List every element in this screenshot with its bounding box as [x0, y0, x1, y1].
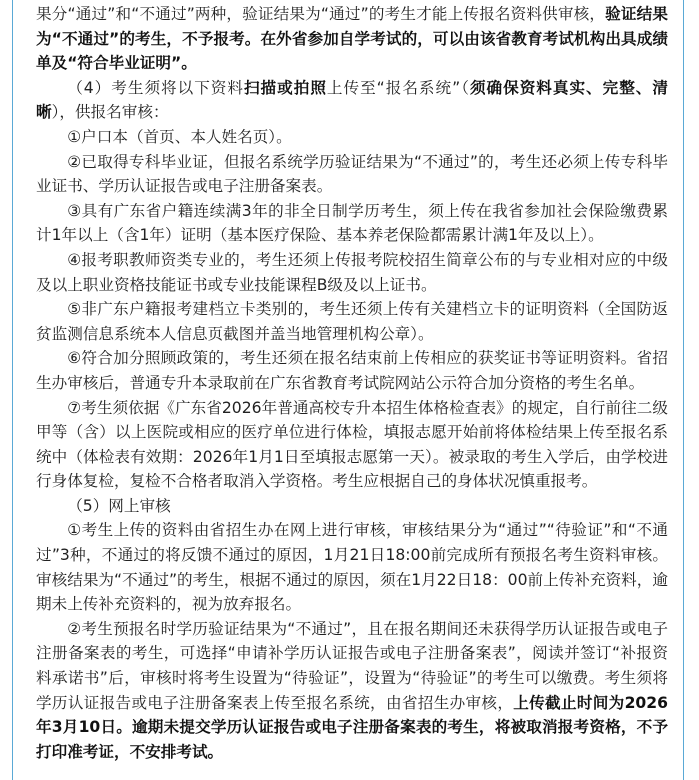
text: ③具有广东省户籍连续满3年的非全日制学历考生，须上传在我省参加社会保险缴费累计1年以上（含1年）证明（基本医疗保险、基本养老保险都需累计满1年及以上）。: [36, 201, 668, 245]
text: ⑤非广东户籍报考建档立卡类别的，考生还须上传有关建档立卡的证明资料（全国防返贫监测信息系统本人信息页截图并盖当地管理机构公章）。: [36, 300, 668, 343]
text: ④报考职教师资类专业的，考生还须上传报考院校招生简章公布的与专业相对应的中级及以上职业资格技能证书或专业技能课程B级及以上证书。: [36, 250, 668, 294]
text: ①户口本（首页、本人姓名页）。: [67, 127, 292, 146]
text: ②已取得专科毕业证，但报名系统学历验证结果为“不通过”的，考生还必须上传专科毕业证书、学历认证报告或电子注册备案表。: [36, 152, 668, 196]
bold-text: 上传截止时间为2026年3月10日。逾期未提交学历认证报告或电子注册备案表的考生，将被取消报考资格，不予打印准考证，不安排考试。: [36, 693, 668, 761]
document-body: [36, 2, 668, 764]
bold-text: 验证结果为“不通过”的考生，不予报考。在外省参加自学考试的，可以由该省教育考试机构出具成绩单及“符合毕业证明”。: [36, 5, 668, 73]
paragraph: [36, 2, 668, 76]
text: （4）考生须将以下资料: [67, 78, 244, 97]
paragraph: [36, 150, 668, 199]
text: ②考生预报名时学历验证结果为“不通过”，且在报名期间还未获得学历认证报告或电子注册备案表的考生，可选择“申请补学历认证报告或电子注册备案表”，阅读并签订“补报资料承诺书”后，审核时将考生设置为“待验证”，设置为“待验证”的考生可以缴费。考生须将学历认证报告或电子注册备案表上传至报名系统，由省招生办审核，: [36, 619, 668, 712]
text: ①考生上传的资料由省招生办在网上进行审核，审核结果分为“通过”“待验证”和“不通过”3种，不通过的将反馈不通过的原因，1月21日18:00前完成所有预报名考生资料审核。审核结果为“不通过”的考生，根据不通过的原因，须在1月22日18：00前上传补充资料，逾期未上传补充资料的，视为放弃报名。: [36, 521, 668, 614]
paragraph: [36, 125, 668, 150]
text: ⑥符合加分照顾政策的，考生还须在报名结束前上传相应的获奖证书等证明资料。省招生办审核后，普通专升本录取前在广东省教育考试院网站公示符合加分资格的考生名单。: [36, 349, 668, 392]
paragraph: [36, 396, 668, 494]
text: （5）网上审核: [67, 496, 171, 515]
text: 果分“通过”和“不通过”两种，验证结果为“通过”的考生才能上传报名资料供审核，: [36, 5, 606, 23]
bold-text: 扫描或拍照: [243, 78, 327, 97]
paragraph: [36, 76, 668, 125]
paragraph: [36, 199, 668, 248]
paragraph: [36, 518, 668, 616]
paragraph: [36, 297, 668, 346]
text: ⑦考生须依据《广东省2026年普通高校专升本招生体格检查表》的规定，自行前往二级甲等（含）以上医院或相应的医疗单位进行体检，填报志愿开始前将体检结果上传至报名系统中（体检表有效期：2026年1月1日至填报志愿第一天）。被录取的考生入学后，由学校进行身体复检，复检不合格者取消入学资格。考生应根据自己的身体状况慎重报考。: [36, 398, 668, 491]
paragraph: [36, 617, 668, 765]
bold-text: 须确保资料真实、完整、清晰: [36, 78, 668, 122]
text: ），供报名审核：: [51, 103, 169, 122]
paragraph: [36, 346, 668, 395]
paragraph: [36, 248, 668, 297]
text: 上传至“报名系统”（: [326, 78, 470, 97]
paragraph: [36, 494, 668, 519]
